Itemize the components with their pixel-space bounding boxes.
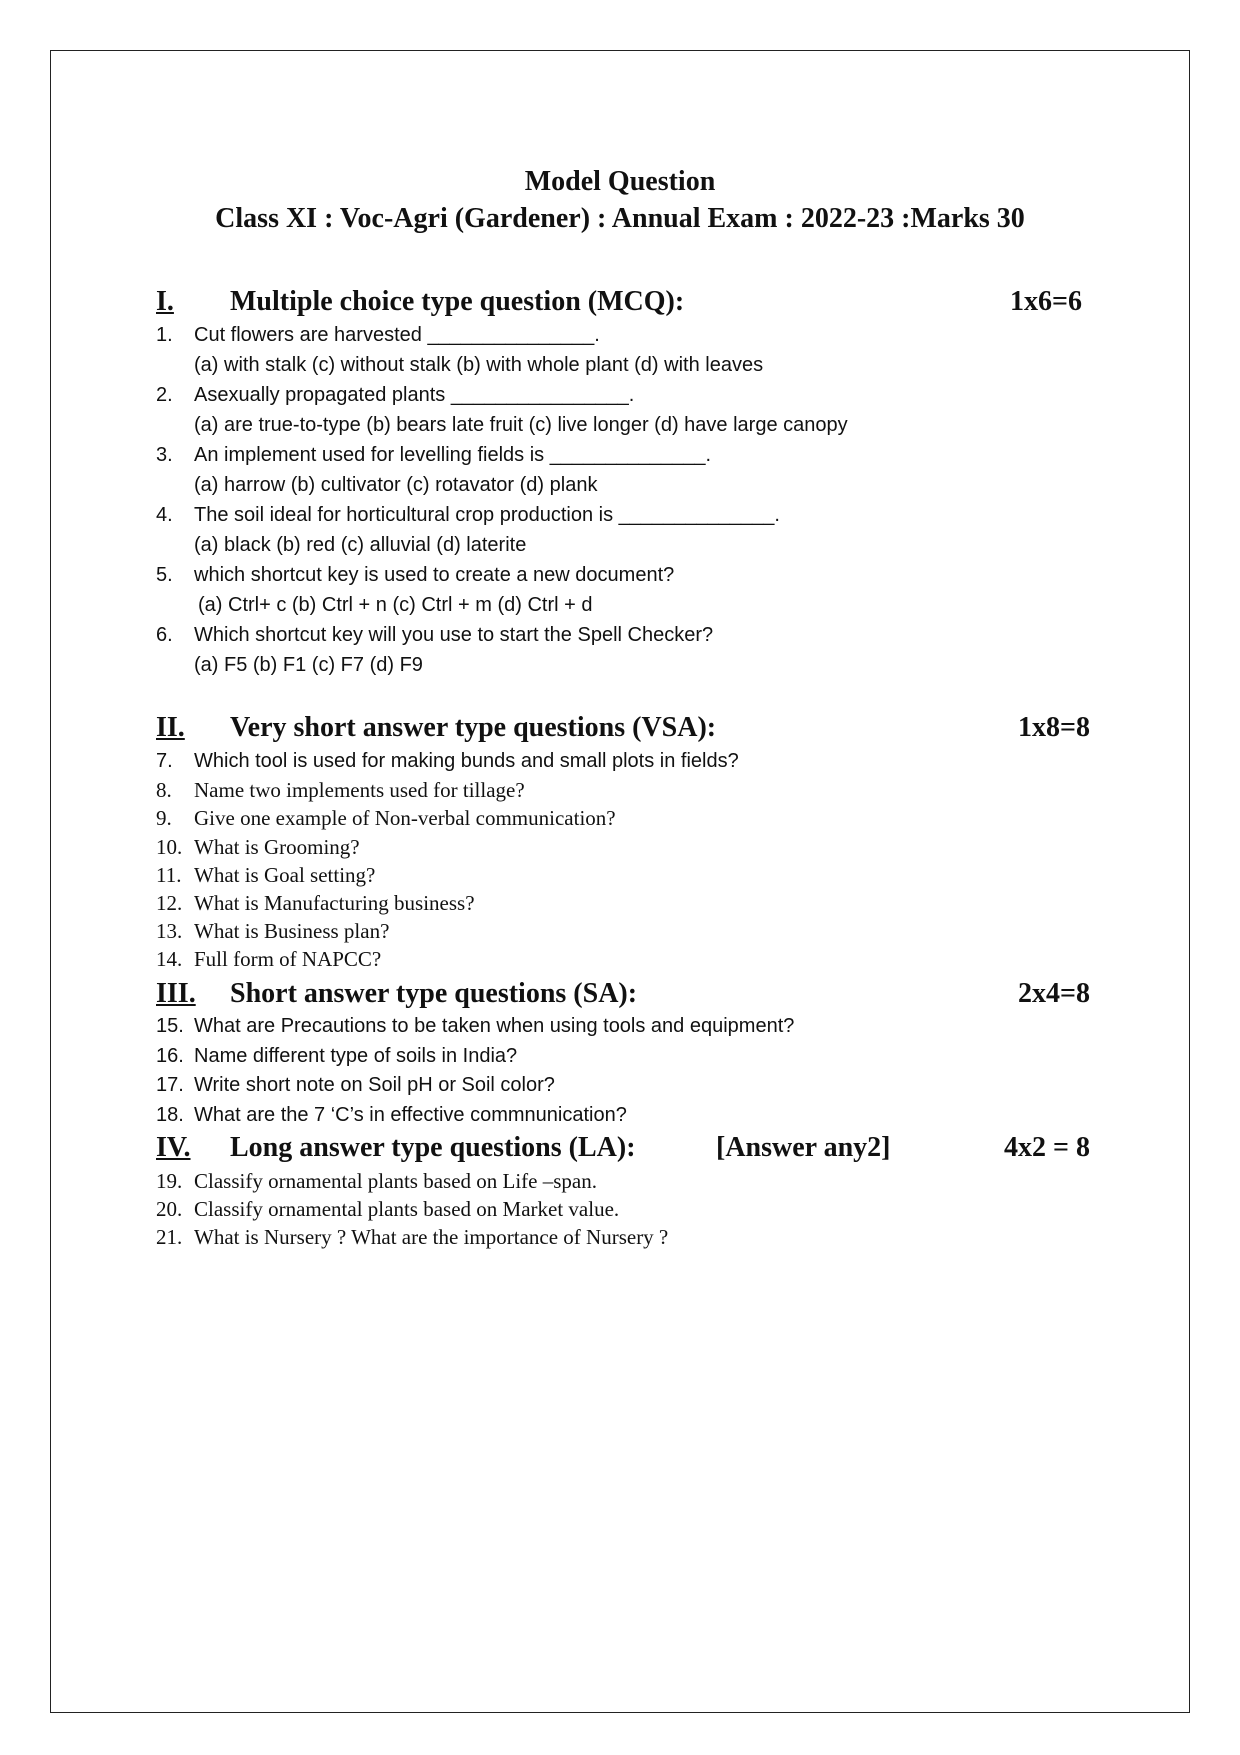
question-text: What is Business plan? (194, 919, 390, 943)
question-text: What is Manufacturing business? (194, 891, 475, 915)
question-text: Cut flowers are harvested _______________. (194, 324, 600, 346)
question-text: Write short note on Soil pH or Soil color? (194, 1074, 555, 1096)
question-text: What is Goal setting? (194, 863, 376, 887)
section-marks: 1x8=8 (1018, 712, 1090, 743)
question-number: 18. (156, 1104, 184, 1126)
question-text: An implement used for levelling fields is ______________. (194, 444, 712, 466)
section-number: II. (156, 712, 185, 743)
question-number: 7. (156, 750, 173, 772)
question-number: 14. (156, 947, 183, 971)
question-number: 12. (156, 891, 183, 915)
section-title: Very short answer type questions (VSA): (230, 712, 717, 743)
question-text: The soil ideal for horticultural crop production is ______________. (194, 504, 780, 526)
question-number: 4. (156, 504, 173, 526)
question-number: 19. (156, 1169, 183, 1193)
question-text: which shortcut key is used to create a new document? (194, 564, 675, 586)
question-text: Full form of NAPCC? (194, 947, 382, 971)
question-number: 15. (156, 1015, 184, 1037)
section-marks: 2x4=8 (1018, 978, 1090, 1009)
question-options: (a) F5 (b) F1 (c) F7 (d) F9 (194, 654, 423, 676)
question-number: 9. (156, 806, 172, 830)
question-options: (a) with stalk (c) without stalk (b) with whole plant (d) with leaves (194, 354, 764, 376)
section-marks: 1x6=6 (1010, 286, 1082, 317)
section-number: I. (156, 286, 174, 317)
question-text: Give one example of Non-verbal communication? (194, 806, 616, 830)
question-text: Name two implements used for tillage? (194, 778, 525, 802)
question-number: 11. (156, 863, 182, 887)
question-text: Name different type of soils in India? (194, 1045, 518, 1067)
question-text: What are Precautions to be taken when using tools and equipment? (194, 1015, 795, 1037)
question-number: 1. (156, 324, 173, 346)
section-title: Multiple choice type question (MCQ): (230, 286, 685, 317)
document-subtitle: Class XI : Voc-Agri (Gardener) : Annual Exam : 2022-23 :Marks 30 (215, 203, 1025, 234)
question-text: Classify ornamental plants based on Market value. (194, 1197, 620, 1221)
question-number: 13. (156, 919, 183, 943)
question-number: 3. (156, 444, 173, 466)
question-options: (a) harrow (b) cultivator (c) rotavator (d) plank (194, 474, 598, 496)
section-note: [Answer any2] (716, 1132, 891, 1163)
section-title: Long answer type questions (LA): (230, 1132, 636, 1163)
question-number: 17. (156, 1074, 184, 1096)
question-text: What is Grooming? (194, 835, 360, 859)
section-number: III. (156, 978, 196, 1009)
question-text: Asexually propagated plants ________________. (194, 384, 635, 406)
question-text: Which tool is used for making bunds and small plots in fields? (194, 750, 739, 772)
section-marks: 4x2 = 8 (1004, 1132, 1090, 1163)
question-number: 20. (156, 1197, 183, 1221)
question-number: 10. (156, 835, 183, 859)
question-number: 5. (156, 564, 173, 586)
question-text: What are the 7 ‘C’s in effective commnunication? (194, 1104, 627, 1126)
section-title: Short answer type questions (SA): (230, 978, 638, 1009)
question-text: Which shortcut key will you use to start the Spell Checker? (194, 624, 714, 646)
question-text: What is Nursery ? What are the importance of Nursery ? (194, 1225, 669, 1249)
question-options: (a) are true-to-type (b) bears late fruit (c) live longer (d) have large canopy (194, 414, 848, 436)
section-number: IV. (156, 1132, 191, 1163)
question-options: (a) Ctrl+ c (b) Ctrl + n (c) Ctrl + m (d) Ctrl + d (198, 594, 593, 616)
question-number: 16. (156, 1045, 184, 1067)
question-options: (a) black (b) red (c) alluvial (d) laterite (194, 534, 527, 556)
question-number: 6. (156, 624, 173, 646)
question-number: 8. (156, 778, 172, 802)
question-number: 21. (156, 1225, 183, 1249)
question-text: Classify ornamental plants based on Life –span. (194, 1169, 597, 1193)
question-number: 2. (156, 384, 173, 406)
document-title: Model Question (524, 166, 716, 197)
